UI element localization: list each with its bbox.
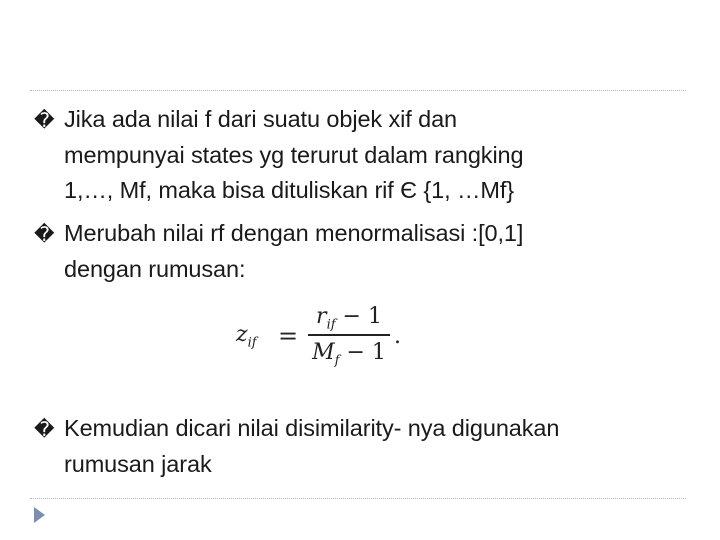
bullet-dissimilarity: [34, 411, 684, 482]
bottom-divider: [30, 498, 686, 499]
normalization-formula: [236, 302, 406, 372]
bullet-line: rumusan jarak: [64, 451, 212, 477]
bullet-ordinal-values: [34, 102, 684, 208]
play-triangle-icon[interactable]: [34, 507, 45, 523]
formula-lhs: $z_{if}$: [236, 322, 257, 351]
bullet-line: Kemudian dicari nilai disimilarity- nya digunakan: [64, 415, 560, 441]
bullet-line: Jika ada nilai f dari suatu objek xif dan: [64, 106, 458, 132]
bullet-marker-icon: �: [34, 417, 55, 441]
formula-fraction: [308, 302, 390, 368]
bullet-marker-icon: �: [34, 222, 55, 246]
top-divider: [30, 90, 686, 91]
bullet-marker-icon: �: [34, 108, 55, 132]
bullet-line: Merubah nilai rf dengan menormalisasi :[0,1]: [64, 220, 524, 246]
formula-numerator: $r_{if} - 1$: [316, 304, 382, 333]
bullet-line: dengan rumusan:: [64, 256, 246, 282]
bullet-line: 1,…, Mf, maka bisa dituliskan rif Є {1, …Mf}: [64, 177, 515, 203]
formula-denominator: $M_f - 1$: [312, 340, 386, 369]
formula-period: .: [394, 324, 401, 349]
bullet-line: mempunyai states yg terurut dalam rangking: [64, 142, 524, 168]
bullet-normalize: [34, 216, 684, 287]
fraction-bar: [308, 334, 390, 336]
formula-equals: =: [278, 322, 299, 350]
